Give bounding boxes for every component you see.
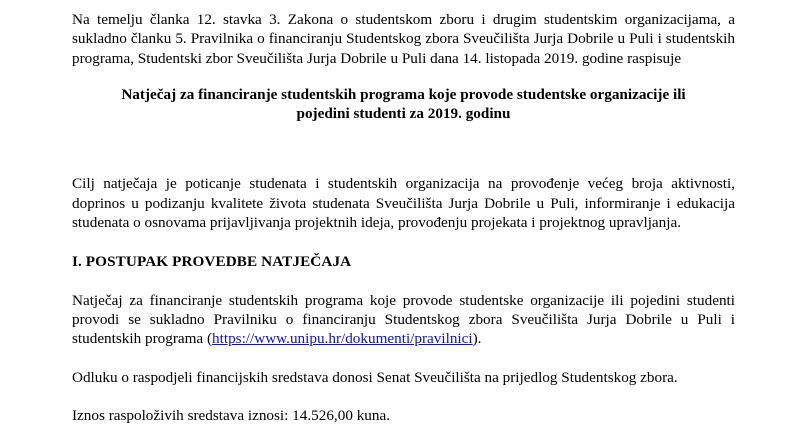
- amount-paragraph: Iznos raspoloživih sredstava iznosi: 14.526,00 kuna.: [72, 406, 391, 424]
- spacer-after-goal: [72, 232, 735, 252]
- spacer-after-title: [72, 123, 735, 174]
- pravilnici-link[interactable]: https://www.unipu.hr/dokumenti/pravilnici: [212, 330, 473, 348]
- spacer-after-decision: [72, 387, 735, 406]
- procedure-text-after-link: ).: [472, 330, 482, 348]
- spacer-after-procedure: [72, 349, 735, 368]
- decision-paragraph: Odluku o raspodjeli financijskih sredstava donosi Senat Sveučilišta na prijedlog Studentskog zbora.: [72, 368, 678, 386]
- document-body: [72, 10, 735, 425]
- goal-paragraph: Cilj natječaja je poticanje studenata i studentskih organizacija na provođenje većeg broja aktivnosti, doprinos u podizanju kvalitete života studenata Sveučilišta Jurja Dobrile u Puli, informiranje i edukacija studenata o osnovama prijavljivanja projektnih ideja, provođenju projekata i projektnog upravljanja.: [72, 175, 735, 232]
- procedure-text-before-link: Natječaj za financiranje studentskih programa koje provode studentske organizacije ili pojedini studenti provodi se sukladno Pravilniku o financiranju Studentskog zbora Sveučilišta Jurja Dobrile u Puli i studentskih programa (: [72, 291, 735, 348]
- spacer-after-intro: [72, 68, 735, 85]
- spacer-after-section: [72, 272, 735, 291]
- intro-paragraph: Na temelju članka 12. stavka 3. Zakona o studentskom zboru i drugim studentskim organizacijama, a sukladno članku 5. Pravilnika o financiranju Studentskog zbora Sveučilišta Jurja Dobrile u Puli i studentskih programa, Studentski zbor Sveučilišta Jurja Dobrile u Puli dana 14. listopada 2019. godine raspisuje: [72, 11, 735, 67]
- section-heading-postupak-provedbe-natjecaja: I. POSTUPAK PROVEDBE NATJEČAJA: [72, 253, 352, 271]
- procedure-paragraph: [72, 291, 735, 349]
- document-title-heading: Natječaj za financiranje studentskih programa koje provode studentske organizacije ili pojedini studenti za 2019. godinu: [121, 85, 686, 123]
